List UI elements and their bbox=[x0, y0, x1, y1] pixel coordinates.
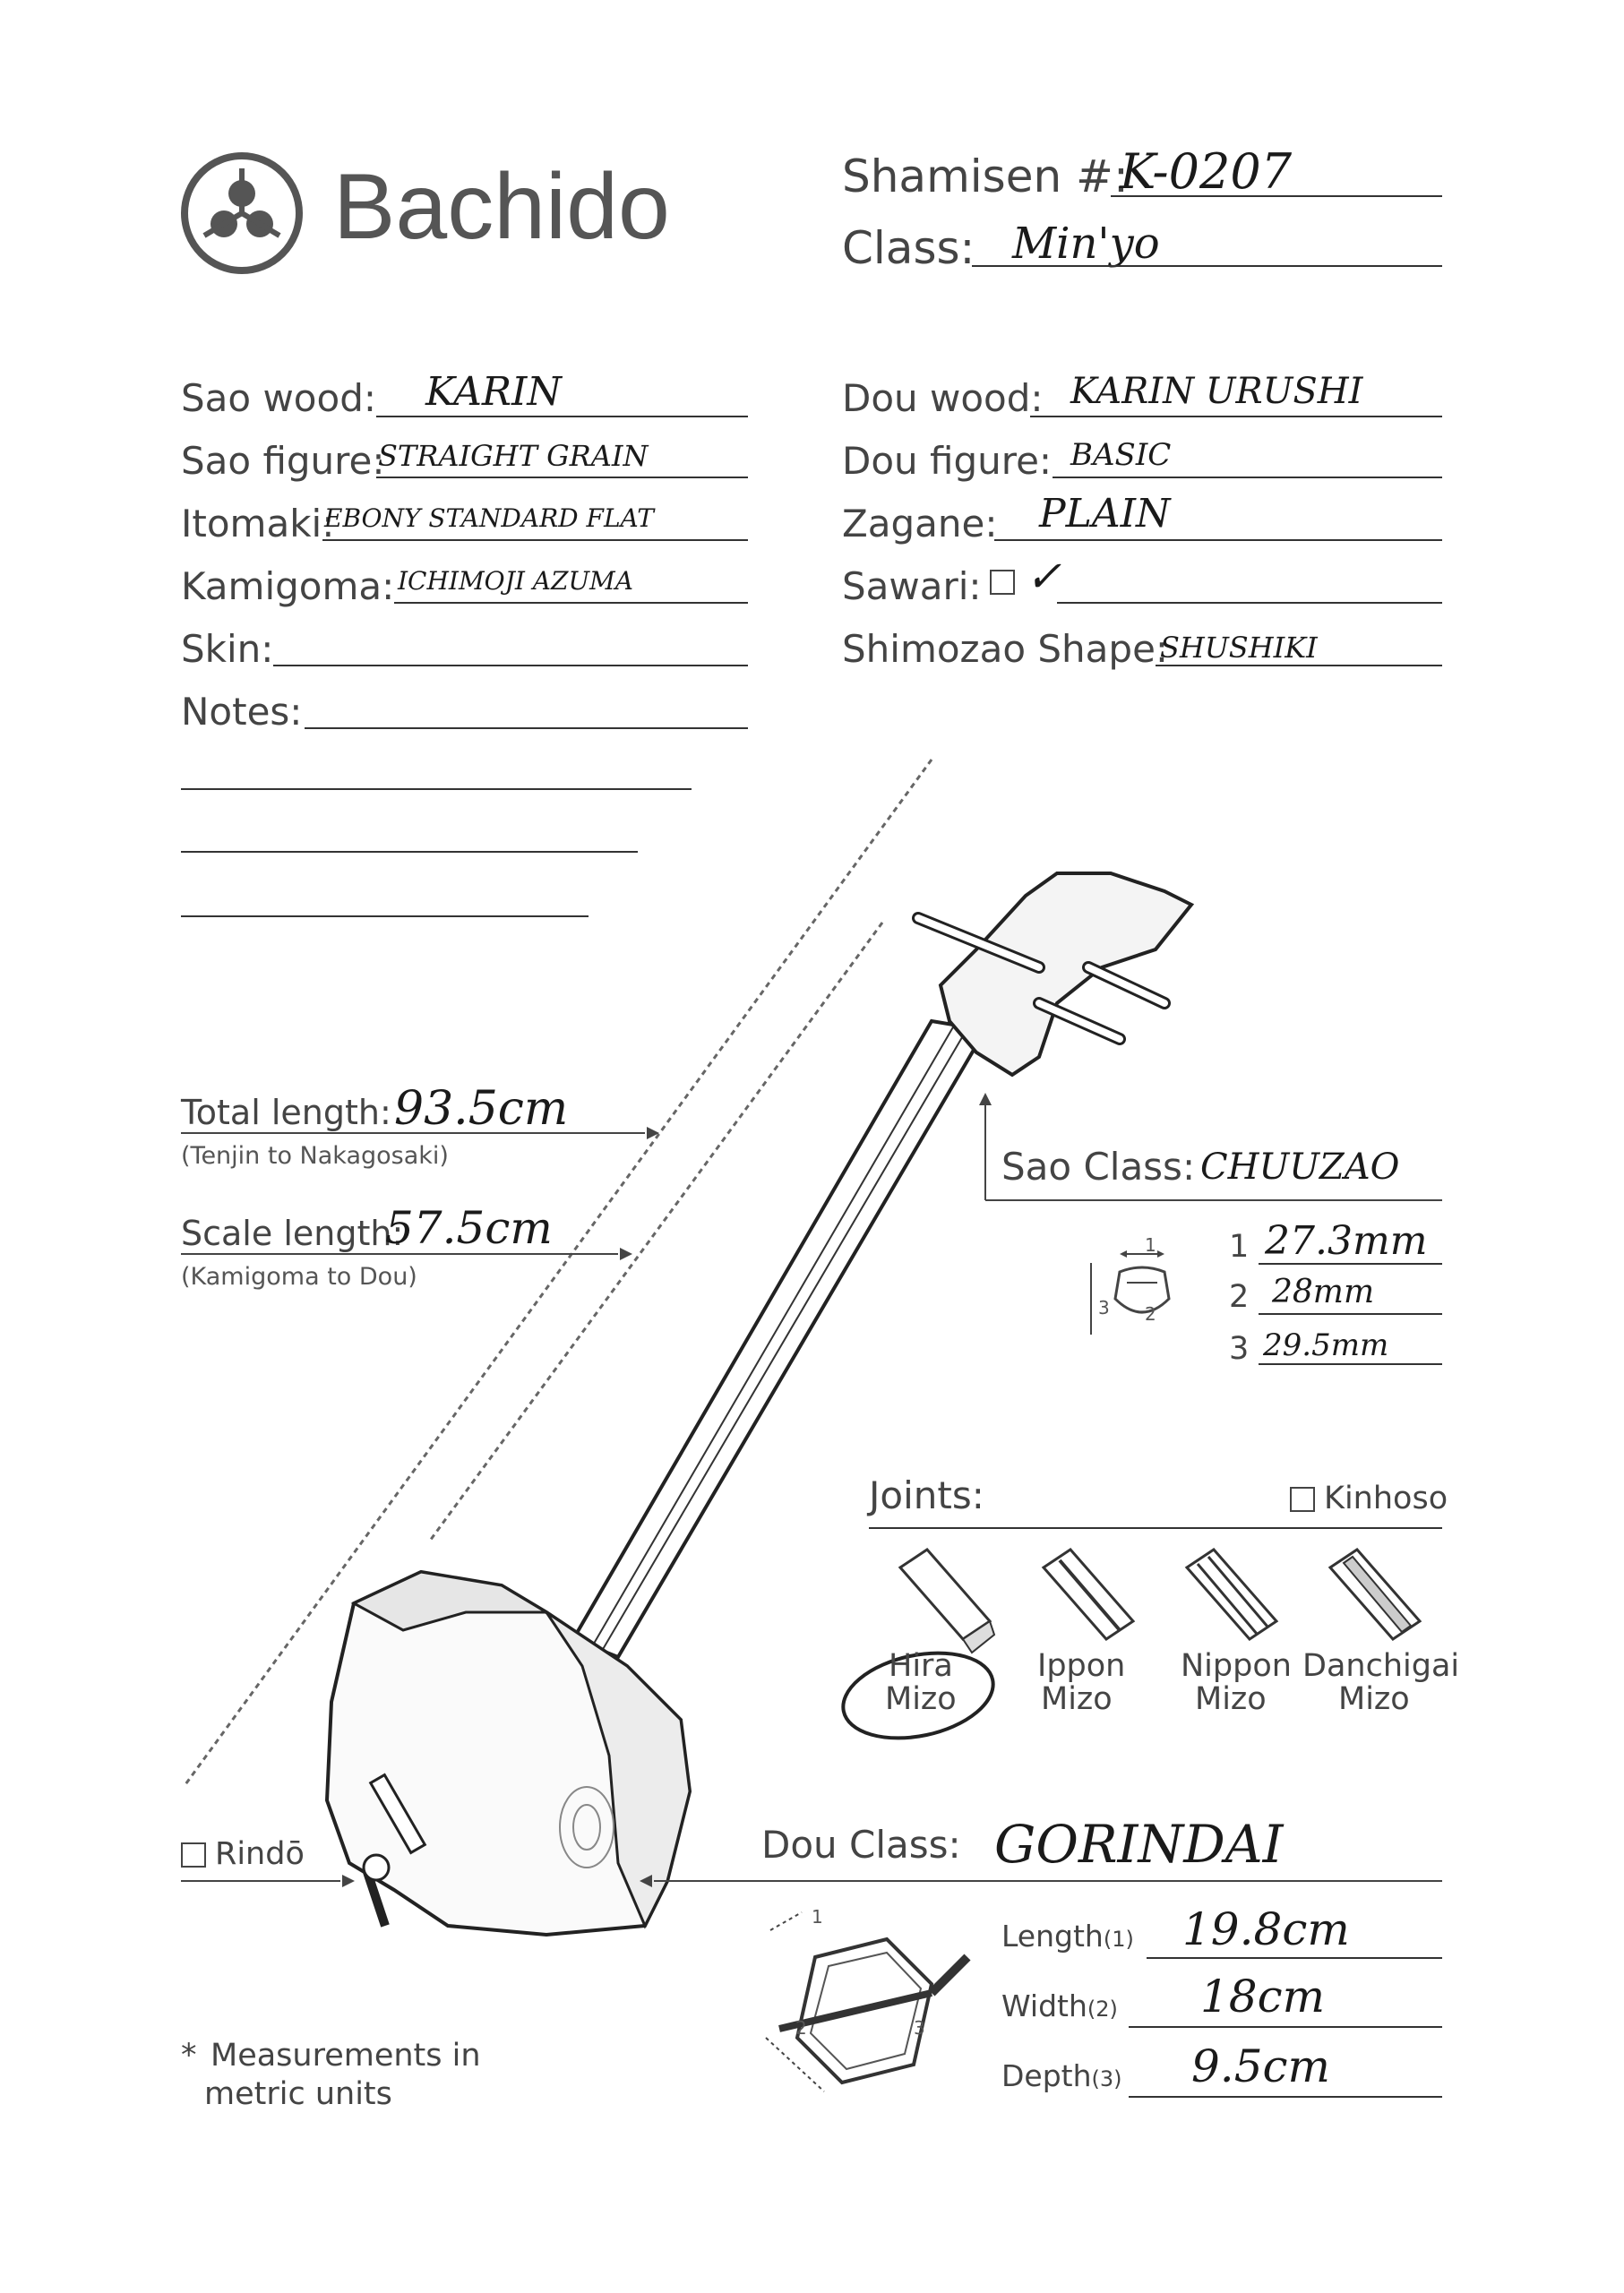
zagane-label: Zagane: bbox=[842, 502, 998, 545]
kinhoso-checkbox[interactable] bbox=[1290, 1481, 1448, 1516]
nippon-mizo-icon bbox=[1187, 1550, 1276, 1639]
dou-length-label bbox=[1001, 1919, 1134, 1954]
sao-measure-1-num: 1 bbox=[1229, 1229, 1250, 1265]
joint-type-icons bbox=[869, 1541, 1442, 1657]
total-length-sub: (Tenjin to Nakagosaki) bbox=[181, 1142, 449, 1170]
total-length-value: 93.5cm bbox=[394, 1082, 569, 1136]
sao-cross-section-diagram bbox=[1084, 1236, 1191, 1344]
ippon-line1: Ippon bbox=[1037, 1648, 1126, 1684]
kamigoma-value: ICHIMOJI AZUMA bbox=[398, 566, 633, 596]
hira-line1: Hira bbox=[889, 1648, 953, 1684]
hira-mizo-icon bbox=[900, 1550, 994, 1653]
dou-depth-num: (3) bbox=[1091, 2066, 1122, 2091]
joints-label: Joints: bbox=[869, 1473, 984, 1517]
scale-length-value: 57.5cm bbox=[385, 1202, 553, 1254]
dou-figure-label: Dou figure: bbox=[842, 439, 1053, 483]
dou-depth-text: Depth bbox=[1001, 2058, 1092, 2093]
sao-class-value: CHUUZAO bbox=[1200, 1146, 1400, 1188]
sao-diagram-label-3: 3 bbox=[1098, 1297, 1110, 1318]
dou-length-num: (1) bbox=[1103, 1927, 1134, 1952]
itomaki-label: Itomaki: bbox=[181, 502, 335, 545]
zagane-value: PLAIN bbox=[1039, 491, 1171, 537]
dou-diagram-label-1: 1 bbox=[812, 1906, 823, 1928]
nippon-line2: Mizo bbox=[1195, 1681, 1267, 1717]
dou-width-text: Width bbox=[1001, 1988, 1087, 2023]
dou-figure-value: BASIC bbox=[1070, 437, 1172, 473]
kamigoma-label: Kamigoma: bbox=[181, 564, 395, 608]
shimozao-shape-label: Shimozao Shape: bbox=[842, 627, 1169, 671]
scale-length-label: Scale length: bbox=[181, 1214, 404, 1253]
total-length-label: Total length: bbox=[181, 1093, 391, 1132]
notes-label: Notes: bbox=[181, 690, 303, 734]
sao-diagram-label-2: 2 bbox=[1145, 1303, 1156, 1325]
footnote-line1: Measurements in bbox=[211, 2038, 481, 2074]
dou-class-label: Dou Class: bbox=[761, 1823, 961, 1867]
danchigai-line2: Mizo bbox=[1338, 1681, 1410, 1717]
dou-length-value: 19.8cm bbox=[1182, 1903, 1350, 1955]
sao-wood-label: Sao wood: bbox=[181, 376, 376, 420]
kinhoso-label: Kinhoso bbox=[1324, 1481, 1448, 1516]
sao-measure-1-value: 27.3mm bbox=[1265, 1218, 1428, 1264]
sao-figure-value: STRAIGHT GRAIN bbox=[378, 439, 649, 473]
ippon-line2: Mizo bbox=[1041, 1681, 1113, 1717]
footnote-star: * bbox=[181, 2038, 197, 2074]
class-label: Class: bbox=[842, 222, 975, 274]
rindo-checkbox[interactable] bbox=[181, 1836, 305, 1872]
dou-cross-section-diagram bbox=[761, 1903, 976, 2100]
dou-depth-value: 9.5cm bbox=[1191, 2040, 1330, 2092]
nippon-line1: Nippon bbox=[1181, 1648, 1292, 1684]
rindo-label: Rindō bbox=[215, 1836, 305, 1872]
sao-figure-label: Sao figure: bbox=[181, 439, 385, 483]
sao-measure-2-num: 2 bbox=[1229, 1279, 1250, 1315]
dou-width-num: (2) bbox=[1087, 1997, 1118, 2022]
dou-wood-value: KARIN URUSHI bbox=[1070, 371, 1363, 412]
dou-diagram-label-3: 3 bbox=[914, 2017, 925, 2039]
shamisen-number-label: Shamisen #: bbox=[842, 150, 1129, 202]
sawari-check-mark: ✓ bbox=[1026, 552, 1062, 602]
skin-label: Skin: bbox=[181, 627, 274, 671]
itomaki-value: EBONY STANDARD FLAT bbox=[324, 503, 654, 533]
dou-diagram-label-2: 2 bbox=[795, 2017, 807, 2039]
dou-length-text: Length bbox=[1001, 1919, 1104, 1954]
sawari-label: Sawari: bbox=[842, 564, 982, 608]
sao-measure-3-num: 3 bbox=[1229, 1331, 1250, 1367]
scale-length-sub: (Kamigoma to Dou) bbox=[181, 1263, 417, 1291]
sao-diagram-label-1: 1 bbox=[1145, 1234, 1156, 1256]
class-value: Min'yo bbox=[1012, 219, 1160, 269]
dou-width-value: 18cm bbox=[1200, 1971, 1326, 2022]
footnote-line2: metric units bbox=[204, 2076, 392, 2112]
danchigai-mizo-icon bbox=[1330, 1550, 1420, 1639]
shamisen-number-value: K-0207 bbox=[1120, 143, 1293, 200]
sao-wood-value: KARIN bbox=[425, 369, 562, 415]
ippon-mizo-icon bbox=[1044, 1550, 1133, 1639]
sao-measure-3-value: 29.5mm bbox=[1263, 1327, 1389, 1363]
dou-width-label bbox=[1001, 1988, 1118, 2023]
danchigai-line1: Danchigai bbox=[1302, 1648, 1460, 1684]
shimozao-shape-value: SHUSHIKI bbox=[1160, 631, 1318, 665]
sao-measure-2-value: 28mm bbox=[1272, 1274, 1375, 1310]
dou-wood-label: Dou wood: bbox=[842, 376, 1044, 420]
dou-class-value: GORINDAI bbox=[994, 1814, 1284, 1875]
dou-depth-label bbox=[1001, 2058, 1122, 2093]
brand-name: Bachido bbox=[333, 155, 670, 259]
sao-class-label: Sao Class: bbox=[1001, 1145, 1196, 1189]
hira-line2: Mizo bbox=[885, 1681, 957, 1717]
